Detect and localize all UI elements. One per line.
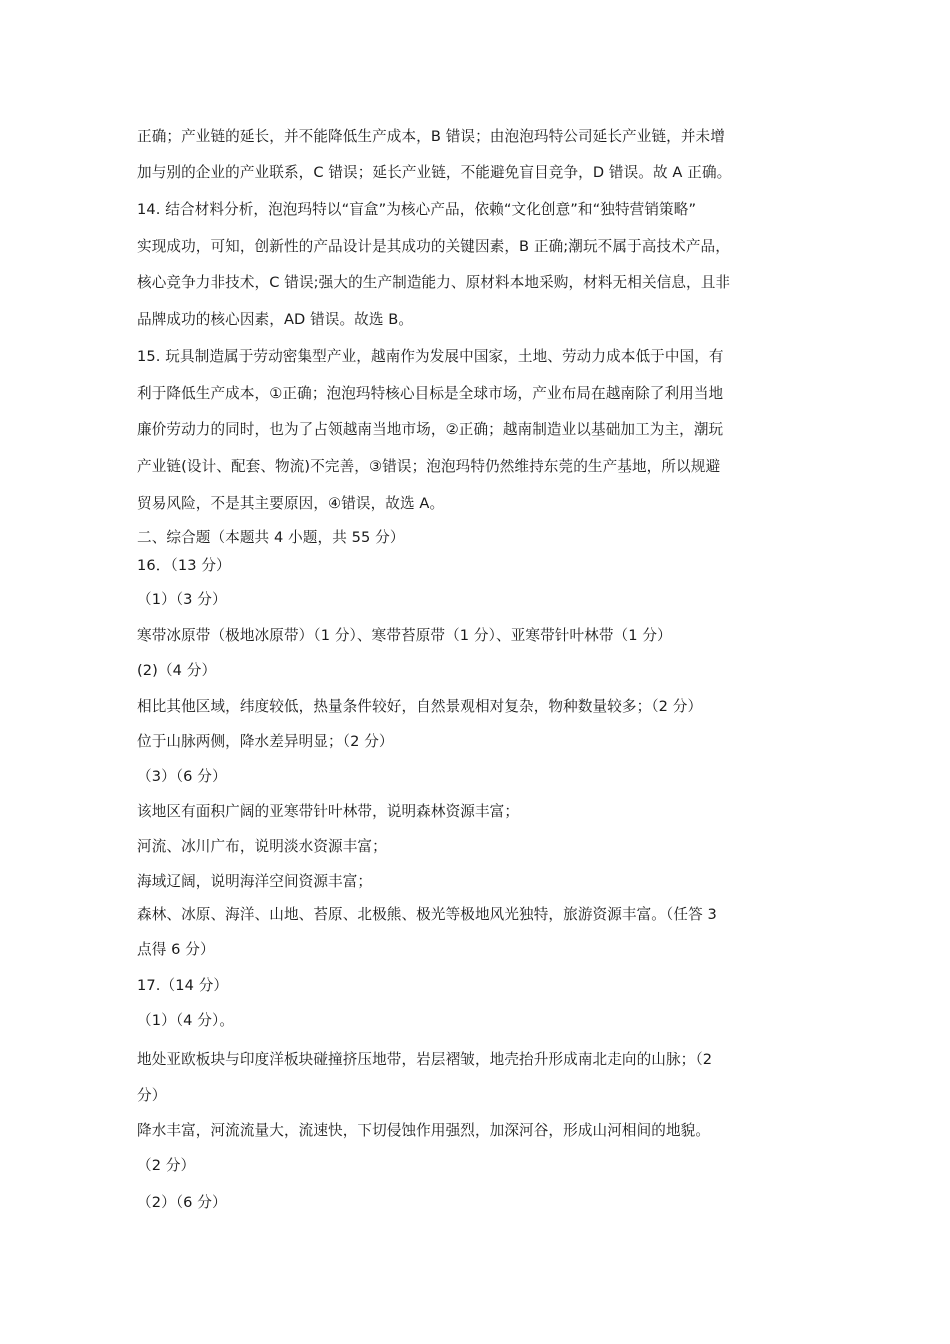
- text-line: 15. 玩具制造属于劳动密集型产业，越南作为发展中国家，土地、劳动力成本低于中国，有: [137, 348, 724, 365]
- text-line: 产业链(设计、配套、物流)不完善，③错误；泡泡玛特仍然维持东莞的生产基地，所以规避: [137, 458, 721, 475]
- text-line: 加与别的企业的产业联系，C 错误；延长产业链，不能避免盲目竞争，D 错误。故 A 正确。: [137, 164, 732, 181]
- text-line: 海域辽阔，说明海洋空间资源丰富；: [137, 873, 373, 890]
- text-line: 相比其他区域，纬度较低，热量条件较好，自然景观相对复杂，物种数量较多；（2 分）: [137, 698, 703, 715]
- text-line: 14. 结合材料分析，泡泡玛特以“盲盒”为核心产品，依赖“文化创意”和“独特营销策略”: [137, 201, 697, 218]
- text-line: 贸易风险，不是其主要原因，④错误，故选 A。: [137, 495, 445, 512]
- subquestion-heading: （1）（4 分）。: [137, 1012, 235, 1029]
- text-line: 地处亚欧板块与印度洋板块碰撞挤压地带，岩层褶皱，地壳抬升形成南北走向的山脉；（2: [137, 1051, 713, 1068]
- text-line: 分）: [137, 1087, 167, 1104]
- text-line: 河流、冰川广布，说明淡水资源丰富；: [137, 838, 387, 855]
- text-line: 正确；产业链的延长，并不能降低生产成本，B 错误；由泡泡玛特公司延长产业链，并未增: [137, 128, 725, 145]
- text-line: 森林、冰原、海洋、山地、苔原、北极熊、极光等极地风光独特，旅游资源丰富。（任答 3: [137, 906, 717, 923]
- text-line: 实现成功，可知，创新性的产品设计是其成功的关键因素，B 正确;潮玩不属于高技术产品，: [137, 238, 730, 255]
- subquestion-heading: （2）（6 分）: [137, 1194, 227, 1211]
- subquestion-heading: （3）（6 分）: [137, 768, 227, 785]
- text-line: 点得 6 分）: [137, 941, 215, 958]
- text-line: （2 分）: [137, 1157, 196, 1174]
- text-line: 寒带冰原带（极地冰原带）（1 分）、寒带苔原带（1 分）、亚寒带针叶林带（1 分）: [137, 627, 672, 644]
- subquestion-heading: （1）（3 分）: [137, 591, 227, 608]
- text-line: 该地区有面积广阔的亚寒带针叶林带，说明森林资源丰富；: [137, 803, 520, 820]
- text-line: 降水丰富，河流流量大，流速快，下切侵蚀作用强烈，加深河谷，形成山河相间的地貌。: [137, 1122, 711, 1139]
- question-heading: 17.（14 分）: [137, 977, 229, 994]
- text-line: 核心竞争力非技术，C 错误;强大的生产制造能力、原材料本地采购，材料无相关信息，且非: [137, 274, 731, 291]
- text-line: 廉价劳动力的同时，也为了占领越南当地市场，②正确；越南制造业以基础加工为主，潮玩: [137, 421, 724, 438]
- subquestion-heading: (2)（4 分）: [137, 662, 217, 679]
- section-heading: 二、综合题（本题共 4 小题，共 55 分）: [137, 529, 405, 546]
- text-line: 位于山脉两侧，降水差异明显；（2 分）: [137, 733, 394, 750]
- text-line: 品牌成功的核心因素，AD 错误。故选 B。: [137, 311, 414, 328]
- text-line: 利于降低生产成本，①正确；泡泡玛特核心目标是全球市场，产业布局在越南除了利用当地: [137, 385, 724, 402]
- question-heading: 16．（13 分）: [137, 557, 231, 574]
